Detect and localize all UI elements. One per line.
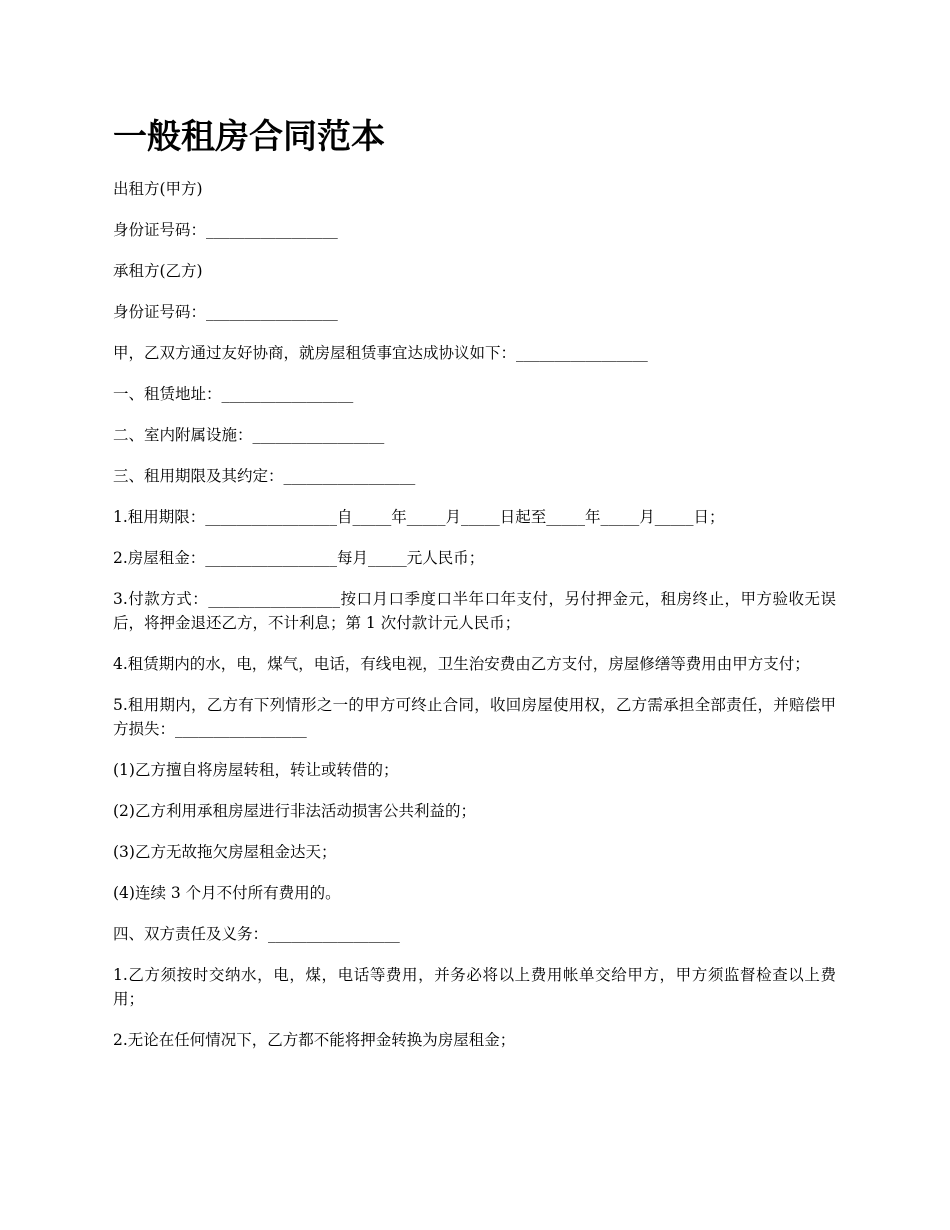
lessor-party-line: 出租方(甲方) xyxy=(113,180,203,198)
section-1-address: 一、租赁地址：_________________ xyxy=(113,385,354,403)
termination-item-2: (2)乙方利用承租房屋进行非法活动损害公共利益的； xyxy=(113,802,476,820)
section-4-responsibilities: 四、双方责任及义务：_________________ xyxy=(113,925,400,943)
clause-4-2-deposit: 2.无论在任何情况下，乙方都不能将押金转换为房屋租金； xyxy=(113,1031,516,1049)
section-2-facilities: 二、室内附属设施：_________________ xyxy=(113,426,385,444)
clause-3-3-payment: 3.付款方式：_________________按口月口季度口半年口年支付，另付押金元，租房终止，甲方验收无误后，将押金退还乙方，不计利息；第 1 次付款计元人民币； xyxy=(113,590,836,632)
termination-item-1: (1)乙方擅自将房屋转租，转让或转借的； xyxy=(113,761,399,779)
clause-3-2-rent: 2.房屋租金：_________________每月_____元人民币； xyxy=(113,549,485,567)
clause-4-1-fees: 1.乙方须按时交纳水，电，煤，电话等费用，并务必将以上费用帐单交给甲方，甲方须监督检查以上费用； xyxy=(113,966,836,1008)
agreement-intro: 甲，乙双方通过友好协商，就房屋租赁事宜达成协议如下：_________________ xyxy=(113,344,648,362)
clause-3-4-utilities: 4.租赁期内的水，电，煤气，电话，有线电视，卫生治安费由乙方支付，房屋修缮等费用由甲方支付； xyxy=(113,655,810,673)
document-title: 一般租房合同范本 xyxy=(113,117,385,157)
clause-3-5-termination: 5.租用期内，乙方有下列情形之一的甲方可终止合同，收回房屋使用权，乙方需承担全部责任，并赔偿甲方损失：_________________ xyxy=(113,696,836,738)
clause-3-1-period: 1.租用期限：_________________自_____年_____月_____日起至_____年_____月_____日； xyxy=(113,508,725,526)
lessee-party-line: 承租方(乙方) xyxy=(113,262,203,280)
termination-item-3: (3)乙方无故拖欠房屋租金达天； xyxy=(113,843,337,861)
section-3-term: 三、租用期限及其约定：_________________ xyxy=(113,467,416,485)
termination-item-4: (4)连续 3 个月不付所有费用的。 xyxy=(113,884,341,902)
lessor-id-line: 身份证号码：_________________ xyxy=(113,221,338,239)
lessee-id-line: 身份证号码：_________________ xyxy=(113,303,338,321)
document-body xyxy=(113,177,836,1069)
